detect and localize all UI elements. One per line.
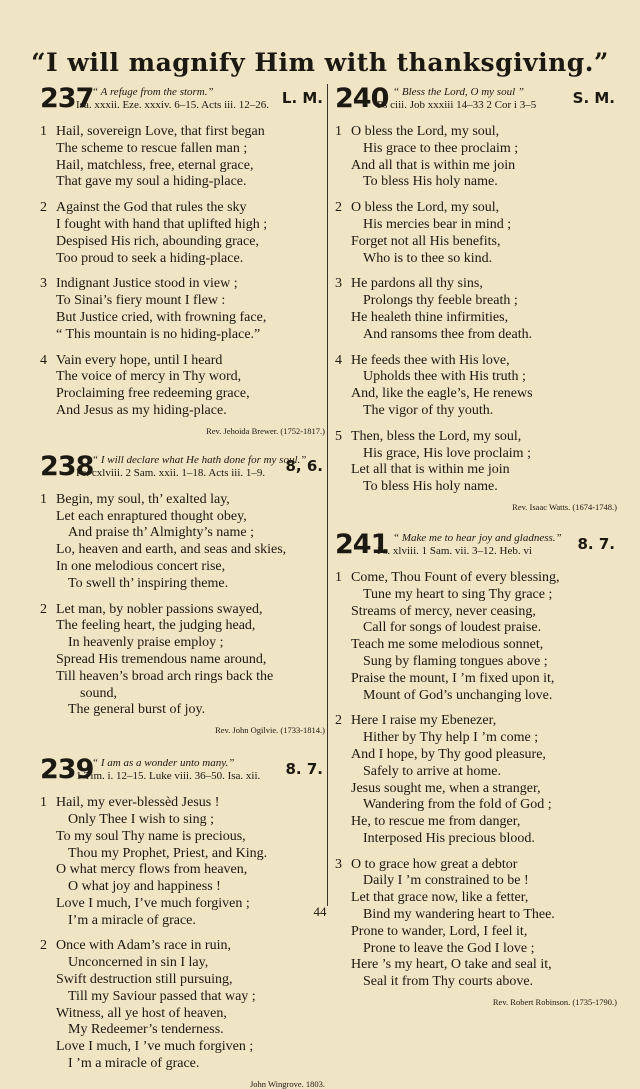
hymn-line: My Redeemer’s tenderness. — [68, 1022, 224, 1038]
stanza — [335, 200, 617, 267]
hymn-line: Till my Saviour passed that way ; — [68, 988, 256, 1004]
verse-number: 3 — [335, 856, 342, 872]
hymn-header — [335, 83, 617, 118]
page-number: 44 — [313, 904, 327, 919]
hymn-line: The vigor of thy youth. — [363, 402, 494, 418]
hymn-line: Lo, heaven and earth, and seas and skies, — [56, 542, 287, 558]
hymn-line: Let all that is within me join — [351, 462, 510, 478]
hymn-line: In heavenly praise employ ; — [68, 635, 224, 651]
hymn — [40, 450, 325, 736]
hymn-line: But Justice cried, with frowning face, — [56, 309, 267, 325]
hymn-author: Rev. Isaac Watts. (1674-1748.) — [512, 501, 617, 512]
hymn-number: 239 — [40, 754, 94, 786]
verse-number: 1 — [335, 124, 342, 139]
stanza — [40, 200, 325, 267]
stanza — [40, 353, 325, 420]
hymn — [40, 83, 325, 436]
stanza — [335, 124, 617, 191]
hymn-line: Mount of God’s unchanging love. — [363, 687, 553, 703]
hymn-meter: L. M. — [281, 89, 323, 107]
hymn-line: Tune my heart to sing Thy grace ; — [363, 586, 553, 602]
hymn-line: Streams of mercy, never ceasing, — [351, 603, 536, 619]
hymn — [335, 83, 617, 512]
right-column — [335, 83, 617, 1008]
hymn-title: “ Bless the Lord, O my soul ” — [393, 86, 524, 98]
hymn-line: Hail, my ever-blessèd Jesus ! — [56, 795, 220, 811]
hymn-line: To swell th’ inspiring theme. — [68, 575, 229, 591]
hymn-number: 240 — [335, 83, 389, 114]
hymn-line: His mercies bear in mind ; — [363, 216, 512, 232]
hymn-line: Proclaiming free redeeming grace, — [56, 386, 250, 402]
scripture-refs: 1 Tim. i. 12–15. Luke viii. 36–50. Isa. xii. — [76, 770, 261, 783]
scripture-refs: Ps. cxlviii. 2 Sam. xxii. 1–18. Acts iii. 1–9. — [76, 466, 266, 479]
hymn-line: That gave my soul a hiding-place. — [56, 174, 247, 190]
hymn-line: He pardons all thy sins, — [351, 276, 483, 292]
stanza — [40, 602, 325, 720]
verse-number: 2 — [40, 938, 47, 954]
hymn-line: Who is to thee so kind. — [363, 250, 493, 266]
hymn-line: Call for songs of loudest praise. — [363, 620, 542, 636]
column-divider — [327, 84, 328, 906]
hymn-line: Swift destruction still pursuing, — [56, 972, 233, 988]
hymn-line: Love I much, I ’ve much forgiven ; — [56, 1039, 254, 1055]
hymn-header — [335, 528, 617, 564]
verse-number: 2 — [335, 200, 342, 216]
hymn-line: And ransoms thee from death. — [363, 326, 533, 342]
hymn-line: I ’m a miracle of grace. — [68, 1056, 200, 1072]
hymn-line: Spread His tremendous name around, — [56, 651, 267, 667]
verse-number: 1 — [40, 124, 47, 139]
hymn-line: Here ’s my heart, O take and seal it, — [351, 957, 552, 973]
hymn-author: Rev. Robert Robinson. (1735-1790.) — [492, 997, 617, 1008]
hymn-line: Only Thee I wish to sing ; — [68, 811, 214, 827]
hymn-title: “ I am as a wonder unto many.” — [92, 757, 235, 770]
hymn-line: To bless His holy name. — [363, 479, 498, 495]
hymn-line: Let each enraptured thought obey, — [56, 508, 247, 524]
verse-number: 2 — [335, 713, 342, 729]
hymn-line: And I hope, by Thy good pleasure, — [351, 746, 546, 762]
hymn-line: Vain every hope, until I heard — [56, 352, 223, 368]
hymn-line: O what mercy flows from heaven, — [56, 862, 248, 878]
hymn-title: “ Make me to hear joy and gladness.” — [393, 531, 562, 544]
verse-number: 3 — [40, 276, 47, 292]
hymn-line: And, like the eagle’s, He renews — [351, 386, 533, 402]
hymn — [335, 528, 617, 1008]
stanza — [40, 276, 325, 343]
hymn-line: Let that grace now, like a fetter, — [351, 890, 529, 906]
hymn-line: Seal it from Thy courts above. — [363, 974, 534, 990]
verse-number: 4 — [335, 352, 342, 368]
hymn-number: 241 — [335, 528, 389, 560]
hymn-line: His grace, His love proclaim ; — [363, 445, 531, 461]
hymn-header — [40, 83, 325, 118]
hymn-line: He feeds thee with His love, — [351, 352, 510, 368]
hymn-line: O bless the Lord, my soul, — [351, 124, 500, 139]
verse-number: 2 — [40, 200, 47, 216]
hymn-line: Jesus sought me, when a stranger, — [351, 780, 541, 796]
hymn-line: Despised His rich, abounding grace, — [56, 233, 259, 249]
left-column — [40, 83, 325, 1089]
hymn-line: Witness, all ye host of heaven, — [56, 1005, 227, 1021]
scripture-refs: Ps ciii. Job xxxiii 14–33 2 Cor i 3–5 — [377, 99, 537, 111]
verse-number: 4 — [40, 352, 47, 368]
hymn-meter: 8, 6. — [285, 456, 323, 475]
hymn-line: The feeling heart, the judging head, — [56, 618, 256, 634]
stanza — [40, 938, 325, 1072]
hymn-line: Here I raise my Ebenezer, — [351, 713, 497, 729]
hymn-line: “ This mountain is no hiding-place.” — [56, 326, 261, 342]
hymn-line: And all that is within me join — [351, 157, 516, 173]
hymn-line: Too proud to seek a hiding-place. — [56, 250, 244, 266]
hymn-header — [40, 754, 325, 789]
hymn-line: Upholds thee with His truth ; — [363, 369, 526, 385]
hymn-line: To my soul Thy name is precious, — [56, 828, 246, 844]
hymn-line: Hither by Thy help I ’m come ; — [363, 730, 539, 746]
hymn-line: He, to rescue me from danger, — [351, 814, 521, 830]
hymn-line: Thou my Prophet, Priest, and King. — [68, 845, 268, 861]
hymn-line: The voice of mercy in Thy word, — [56, 369, 242, 385]
verse-number: 1 — [40, 795, 47, 811]
hymn-line: Love I much, I’ve much forgiven ; — [56, 895, 250, 911]
hymn-number: 237 — [40, 83, 94, 114]
stanza — [335, 857, 617, 991]
hymn-line: Prone to leave the God I love ; — [363, 940, 535, 956]
hymn-line: The general burst of joy. — [68, 702, 206, 718]
stanza — [40, 492, 325, 593]
hymn-author: Rev. John Ogilvie. (1733-1814.) — [215, 725, 325, 736]
hymn-line: To bless His holy name. — [363, 174, 498, 190]
hymn-author: John Wingrove. 1803. — [249, 1078, 325, 1089]
hymn-line: Safely to arrive at home. — [363, 763, 502, 779]
hymn-line: O bless the Lord, my soul, — [351, 200, 500, 216]
stanza — [335, 713, 617, 847]
hymn-header — [40, 450, 325, 486]
hymn-meter: 8. 7. — [577, 534, 615, 553]
hymn-line: He healeth thine infirmities, — [351, 309, 509, 325]
verse-number: 1 — [335, 569, 342, 585]
hymn-line: And praise th’ Almighty’s name ; — [68, 525, 254, 541]
stanza — [40, 124, 325, 191]
hymn-line: Unconcerned in sin I lay, — [68, 955, 209, 971]
hymn-line: Forget not all His benefits, — [351, 233, 501, 249]
stanza — [335, 276, 617, 343]
hymn-line: Let man, by nobler passions swayed, — [56, 601, 263, 617]
hymn-line: Then, bless the Lord, my soul, — [351, 428, 522, 444]
hymn-line: O to grace how great a debtor — [351, 856, 518, 872]
hymn-line: Teach me some melodious sonnet, — [351, 637, 544, 653]
scripture-refs: Isa. xxxii. Eze. xxxiv. 6–15. Acts iii. 12–26. — [76, 99, 269, 111]
stanza — [335, 570, 617, 704]
page-title: “I will magnify Him with thanksgiving.” — [31, 48, 609, 77]
hymn-line: Daily I ’m constrained to be ! — [363, 873, 529, 889]
hymn-line: Hail, sovereign Love, that first began — [56, 124, 265, 139]
hymn-line: And Jesus as my hiding-place. — [56, 402, 227, 418]
hymn-line: Till heaven’s broad arch rings back the — [56, 668, 274, 684]
verse-number: 5 — [335, 428, 342, 444]
stanza — [335, 353, 617, 420]
hymn-line: His grace to thee proclaim ; — [363, 140, 519, 156]
hymn-line: Wandering from the fold of God ; — [363, 797, 552, 813]
hymn-line: Come, Thou Fount of every blessing, — [351, 569, 560, 585]
stanza — [335, 429, 617, 496]
hymn-line: Sung by flaming tongues above ; — [363, 653, 548, 669]
verse-number: 3 — [335, 276, 342, 292]
hymn-line: Indignant Justice stood in view ; — [56, 276, 238, 292]
hymn-meter: S. M. — [572, 89, 615, 107]
hymn-line: Interposed His precious blood. — [363, 830, 535, 846]
verse-number: 1 — [40, 491, 47, 507]
hymn-number: 238 — [40, 450, 94, 482]
hymn-line: Prolongs thy feeble breath ; — [363, 293, 518, 309]
hymn-line: O what joy and happiness ! — [68, 879, 221, 895]
hymn-line: I fought with hand that uplifted high ; — [56, 216, 268, 232]
hymn — [40, 754, 325, 1089]
hymn-line: Bind my wandering heart to Thee. — [363, 907, 555, 923]
hymn-meter: 8. 7. — [285, 760, 323, 779]
hymn-line: Prone to wander, Lord, I feel it, — [351, 923, 528, 939]
hymn-line: Praise the mount, I ’m fixed upon it, — [351, 670, 555, 686]
verse-number: 2 — [40, 601, 47, 617]
hymn-title: “ I will declare what He hath done for my soul.” — [92, 453, 307, 466]
hymn-line: In one melodious concert rise, — [56, 558, 226, 574]
hymn-line: The scheme to rescue fallen man ; — [56, 140, 248, 156]
hymn-line: Begin, my soul, th’ exalted lay, — [56, 491, 230, 507]
hymn-title: “ A refuge from the storm.” — [92, 86, 214, 98]
hymn-line: I’m a miracle of grace. — [68, 912, 196, 928]
hymn-line: Against the God that rules the sky — [56, 200, 247, 216]
hymn-line: sound, — [80, 685, 117, 701]
hymn-line: Hail, matchless, free, eternal grace, — [56, 157, 254, 173]
scripture-refs: Ps. xlviii. 1 Sam. vii. 3–12. Heb. vi — [377, 544, 532, 557]
hymn-line: To Sinai’s fiery mount I flew : — [56, 293, 226, 309]
hymn-author: Rev. Jehoida Brewer. (1752-1817.) — [206, 425, 325, 436]
hymn-line: Once with Adam’s race in ruin, — [56, 938, 231, 954]
